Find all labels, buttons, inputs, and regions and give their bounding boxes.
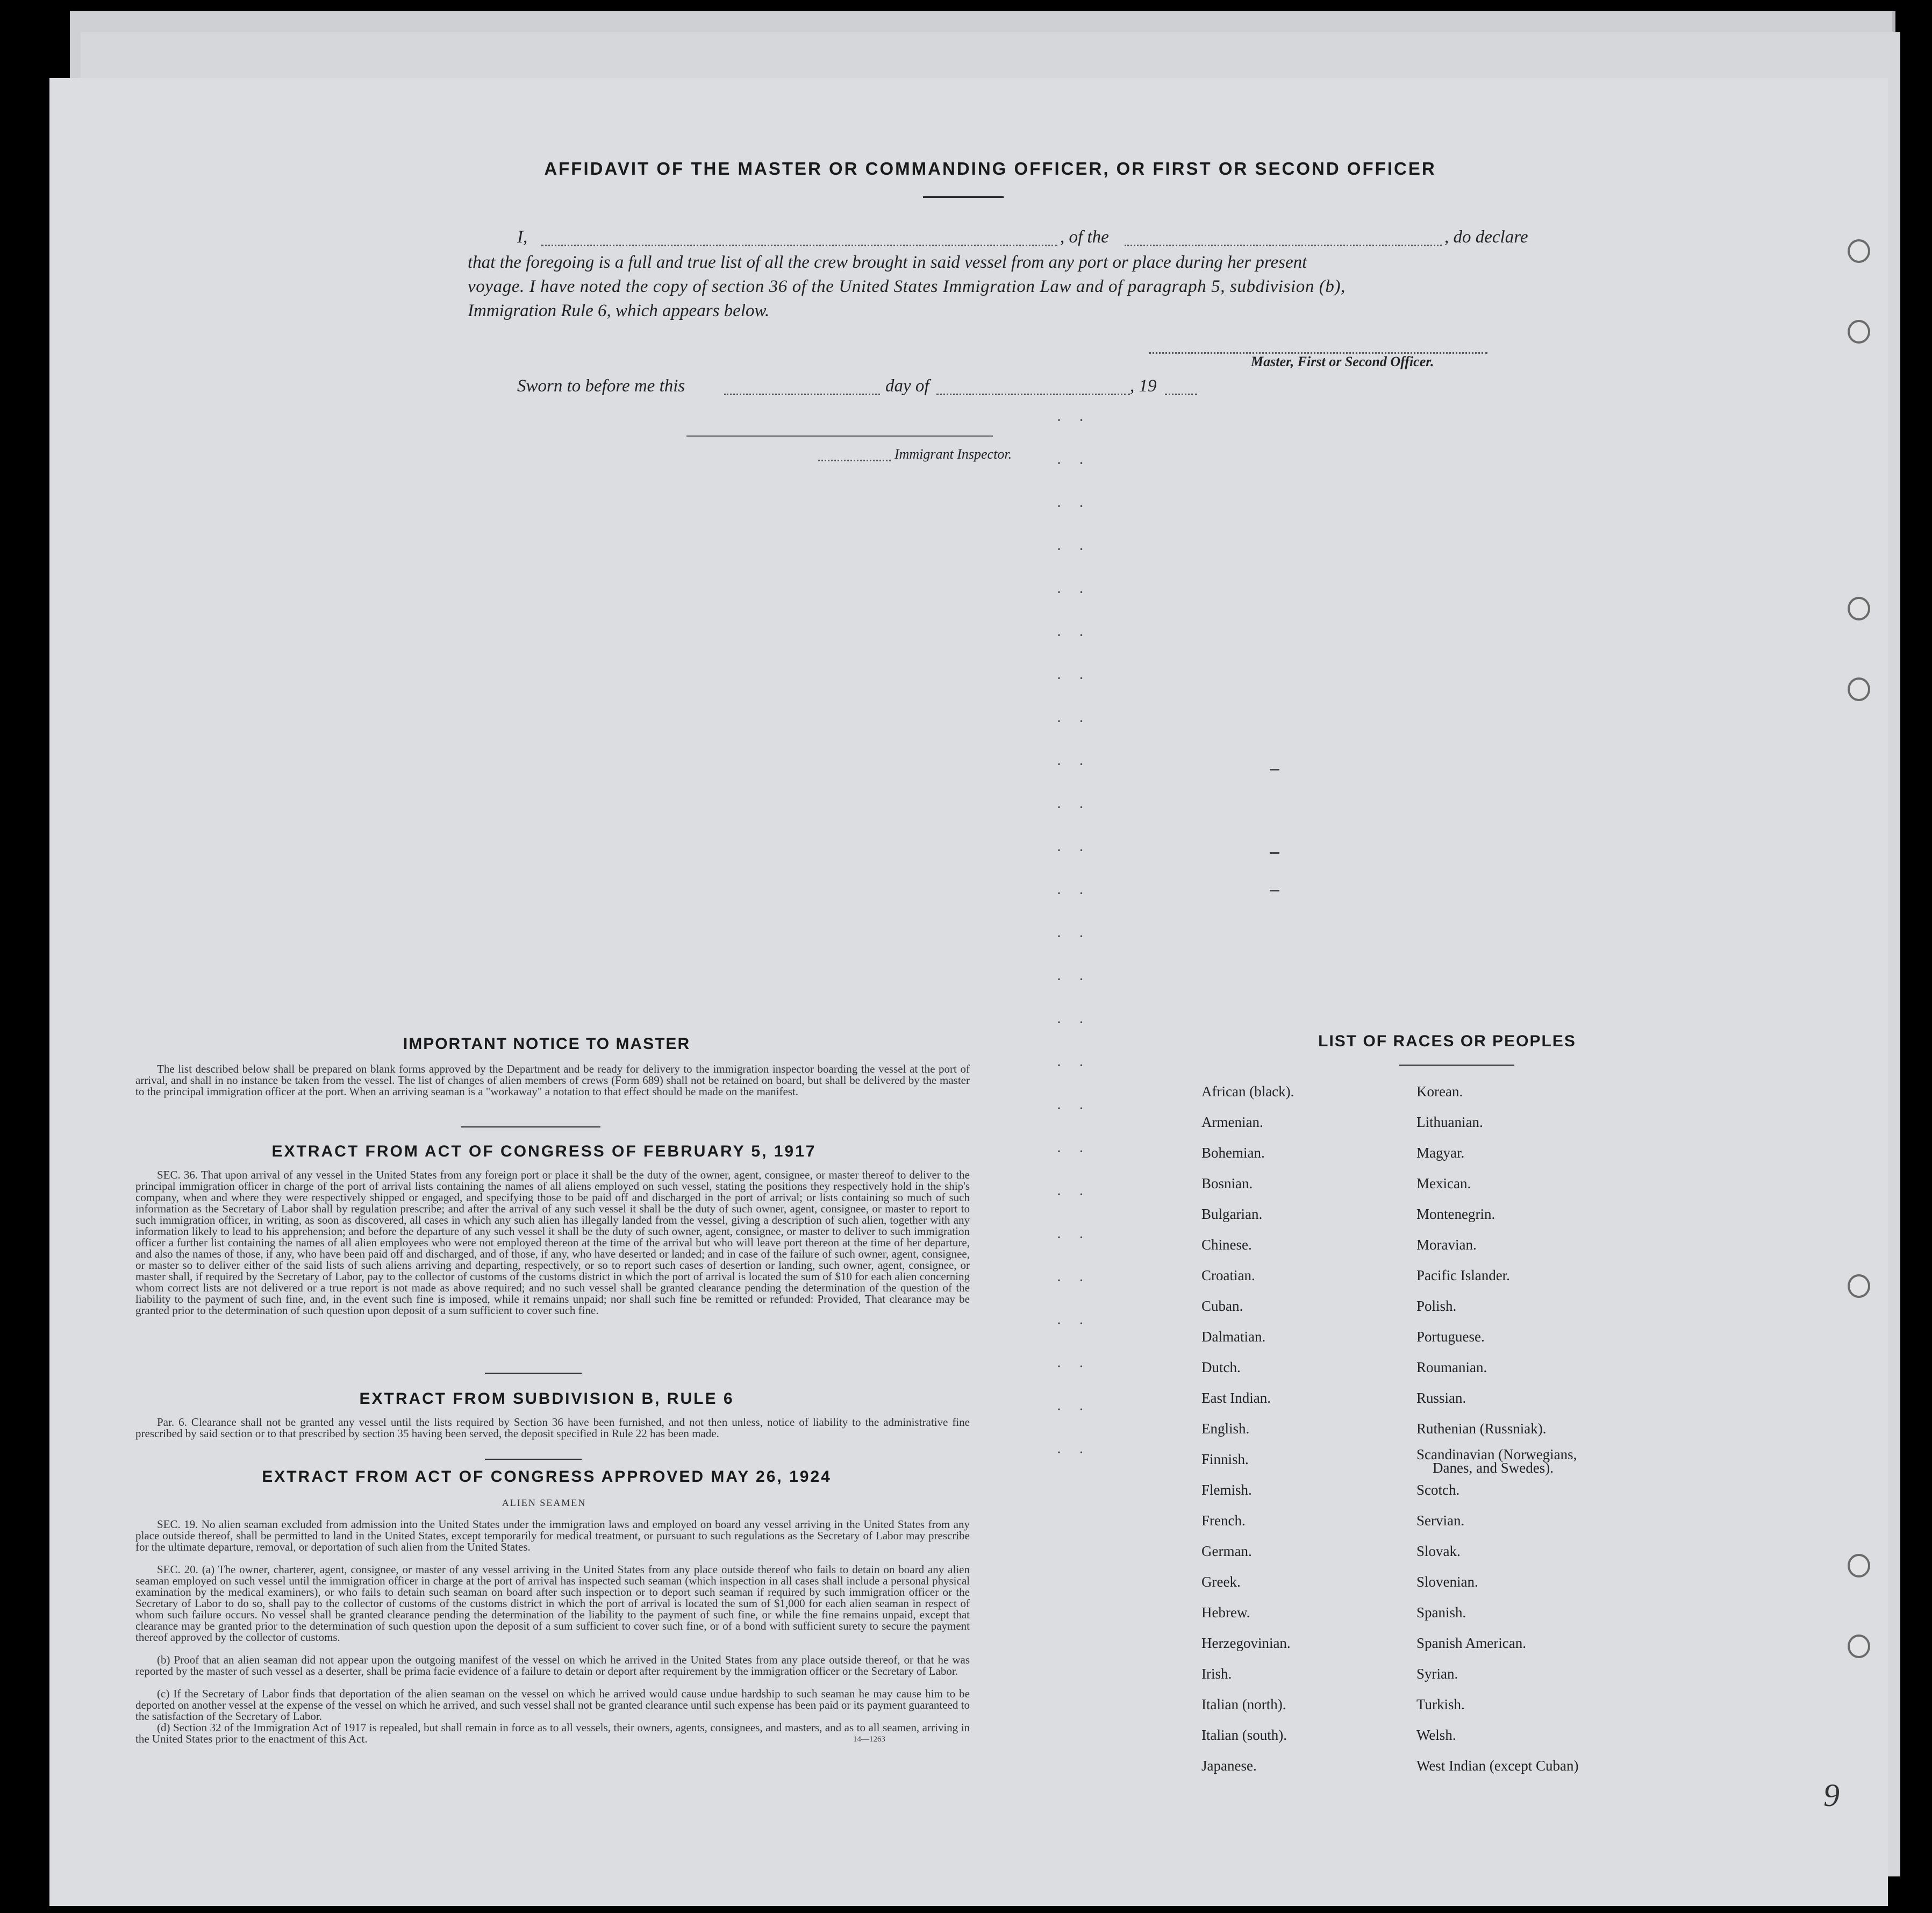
extract-1917-body: SEC. 36. That upon arrival of any vessel in the United States from any foreign port or place it shall be the duty of the owner, agent, consignee, or master thereof to deliver to the principal immigration officer in charge of the port of arrival lists containing the names of all aliens employed on such vessel, stating the positions they respectively hold in the ship's company, when and where they were respectively shipped or engaged, and specifying those to be paid off and discharged in the port of arrival; or lists containing so much of such information as the Secretary of Labor shall by regulation prescribe; and after the arrival of any such vessel it shall be the duty of such owner, agent, consignee, or master to report to such immigration officer, in writing, as soon as discovered, all cases in which any such alien has illegally landed from the vessel, giving a description of such alien, together with any information likely to lead to his apprehension; and before the departure of any such vessel it shall be the duty of such owner, agent, consignee, or master to deliver to such immigration officer a further list containing the names of all alien employees who were not employed thereon at the time of the arrival but who will leave port thereon at the time of her departure, and also the names of those, if any, who have been paid off and discharged, and of those, if any, who have deserted or landed; and in case of the failure of such owner, agent, consignee, or master so to deliver either of the said lists of such aliens arriving and departing, respectively, or so to report such cases of desertion or landing, such owner, agent, consignee, or master shall, if required by the Secretary of Labor, pay to the collector of customs of the customs district in which the port of arrival is located the sum of $10 for each alien concerning whom correct lists are not delivered or a true report is not made as above required; and no such vessel shall be granted clearance pending the determination of the question of the liability to the payment of such fine, and, in the event such fine is imposed, while it remains unpaid; nor shall such fine be remitted or refunded: Provided, That clearance may be granted prior to the determination of such question upon deposit of a sum sufficient to cover such fine. [135,1168,970,1317]
race-right: Spanish American. [1416,1635,1526,1651]
extract-1924-section20d: (d) Section 32 of the Immigration Act of 1917 is repealed, but shall remain in force as to all vessels, their owners, agents, consignees, and masters, and as to all seamen, arriving in the United States prior to the enactment of this Act. [135,1721,970,1745]
race-right: Scandinavian (Norwegians, [1416,1446,1577,1462]
race-right: Spanish. [1416,1604,1466,1621]
race-left: Irish. [1201,1666,1232,1682]
dot-marks: · · [1056,454,1091,472]
extract-1917-title: EXTRACT FROM ACT OF CONGRESS OF FEBRUARY 5, 1917 [271,1143,817,1160]
race-left: African (black). [1201,1083,1294,1100]
extract-1924-section19: SEC. 19. No alien seaman excluded from admission into the United States under the immigration laws and employed on board any vessel arriving in the United States from any place outside thereof, shall be permitted to land in the United States, except temporarily for medical treatment, or pursuant to such regulations as the Secretary of Labor may prescribe for the ultimate departure, removal, or deportation of such alien from the United States. [135,1518,970,1553]
races-title-rule [1399,1065,1514,1066]
extract-1924-subtitle: ALIEN SEAMEN [502,1497,586,1508]
affidavit-title: AFFIDAVIT OF THE MASTER OR COMMANDING OFFICER, OR FIRST OR SECOND OFFICER [544,159,1436,179]
race-right: Magyar. [1416,1145,1465,1161]
race-right: Russian. [1416,1390,1466,1406]
race-left: Cuban. [1201,1298,1243,1314]
margin-handwritten-mark: 9 [1823,1778,1840,1813]
race-left: Greek. [1201,1574,1241,1590]
race-right: Polish. [1416,1298,1457,1314]
affidavit-line1-start: I, [517,227,528,247]
dot-marks: · · [1056,1401,1091,1418]
extract-1924-title: EXTRACT FROM ACT OF CONGRESS APPROVED MAY 26, 1924 [262,1468,832,1486]
affidavit-line1-mid: , of the [1060,227,1109,247]
race-right: West Indian (except Cuban) [1416,1758,1579,1774]
race-left: Croatian. [1201,1267,1255,1283]
dot-marks: · · [1056,1143,1091,1160]
affidavit-title-rule [923,196,1004,198]
binder-hole [1848,1274,1870,1298]
dot-marks: · · [1056,798,1091,816]
form-number: 14—1263 [853,1735,885,1744]
margin-dash [1270,769,1279,770]
race-right: Syrian. [1416,1666,1458,1682]
extract-rule6-rule [485,1459,582,1460]
margin-dash [1270,890,1279,891]
extract-1924-section20a: SEC. 20. (a) The owner, charterer, agent, consignee, or master of any vessel arriving in the United States from any place outside thereof who fails to detain on board any alien seaman employed on such vessel until the immigration officer in charge at the port of arrival has inspected such seaman (which inspection in all cases shall include a personal physical examination by the medical examiners), or who fails to detain such seaman on board after such inspection or to deport such seaman if required by such immigration officer or the Secretary of Labor to do so, shall pay to the collector of customs of the customs district in which the port of arrival is located the sum of $1,000 for each alien seaman in respect of whom such failure occurs. No vessel shall be granted clearance pending the determination of the liability to the payment of such fine, or while the fine remains unpaid, except that clearance may be granted prior to the determination of such question upon the deposit of a sum sufficient to cover such fine, or of a bond with sufficient surety to secure the payment thereof approved by the collector of customs. [135,1563,970,1644]
dot-marks: · · [1056,1057,1091,1074]
race-right: Moravian. [1416,1237,1477,1253]
dot-marks: · · [1056,540,1091,558]
extract-rule6-body: Par. 6. Clearance shall not be granted any vessel until the lists required by Section 36 have been furnished, and not then unless, notice of liability to the administrative fine prescribed by said section or to that prescribed by section 35 having been served, the deposit specified in Rule 22 has been made. [135,1416,970,1440]
dot-marks: · · [1056,927,1091,945]
race-right: Roumanian. [1416,1359,1487,1375]
dot-marks: · · [1056,497,1091,515]
sworn-year: , 19 [1130,376,1157,396]
sworn-year-blank[interactable] [1165,394,1197,395]
extract-1917-rule [485,1373,582,1374]
dot-marks: · · [1056,626,1091,644]
affidavit-line4: Immigration Rule 6, which appears below. [468,301,770,320]
inspector-signature-line[interactable] [686,436,993,437]
dot-marks: · · [1056,669,1091,687]
binder-hole [1848,1634,1870,1658]
inspector-dotted [818,460,891,461]
race-right: Slovenian. [1416,1574,1478,1590]
sworn-start: Sworn to before me this [517,376,685,396]
affidavit-line2: that the foregoing is a full and true list of all the crew brought in said vessel from any port or place during her present [468,253,1307,272]
notice-body: The list described below shall be prepared on blank forms approved by the Department and be ready for delivery to the immigration inspector boarding the vessel at the port of arrival, and shall in no instance be taken from the vessel. The list of changes of alien members of crews (Form 689) shall not be retained on board, but shall be delivered by the master to the principal immigration officer at the port. When an arriving seaman is a "workaway" a notation to that effect should be made on the manifest. [135,1062,970,1098]
race-left: Chinese. [1201,1237,1252,1253]
race-right: Welsh. [1416,1727,1456,1743]
binder-hole [1848,1554,1870,1577]
race-right: Mexican. [1416,1175,1471,1191]
race-right: Servian. [1416,1512,1465,1529]
sworn-month-blank[interactable] [936,394,1130,395]
dot-marks: · · [1056,1013,1091,1031]
master-signature-label: Master, First or Second Officer. [1251,354,1434,369]
race-right: Korean. [1416,1083,1463,1100]
race-left: Italian (south). [1201,1727,1287,1743]
extract-rule6-title: EXTRACT FROM SUBDIVISION B, RULE 6 [359,1390,734,1408]
race-right: Slovak. [1416,1543,1461,1559]
race-right: Montenegrin. [1416,1206,1495,1222]
dot-marks: · · [1056,583,1091,601]
races-title: LIST OF RACES OR PEOPLES [1318,1032,1576,1050]
binder-hole [1848,677,1870,701]
race-left: Bulgarian. [1201,1206,1263,1222]
race-left: Dalmatian. [1201,1329,1266,1345]
race-right: Lithuanian. [1416,1114,1483,1130]
race-left: Armenian. [1201,1114,1263,1130]
notice-rule [461,1126,600,1127]
race-left: Dutch. [1201,1359,1241,1375]
form-page [49,78,1888,1906]
race-left: French. [1201,1512,1246,1529]
affidavit-line1-end: , do declare [1444,227,1528,247]
dot-marks: · · [1056,1229,1091,1246]
extract-1924-section20b: (b) Proof that an alien seaman did not appear upon the outgoing manifest of the vessel on which he arrived in the United States from any place outside thereof, or that he was reported by the master of such vessel as a deserter, shall be prima facie evidence of a failure to detain or deport after requirement by the immigration officer or the Secretary of Labor. [135,1653,970,1678]
dot-marks: · · [1056,970,1091,988]
margin-dash [1270,852,1279,854]
binder-hole [1848,320,1870,344]
dot-marks: · · [1056,755,1091,773]
race-left: East Indian. [1201,1390,1271,1406]
sworn-mid: day of [885,376,929,396]
race-right-continuation: Danes, and Swedes). [1433,1460,1554,1476]
sworn-day-blank[interactable] [724,394,880,395]
dot-marks: · · [1056,884,1091,902]
race-left: German. [1201,1543,1252,1559]
binder-hole [1848,239,1870,263]
dot-marks: · · [1056,1272,1091,1289]
binder-hole [1848,597,1870,620]
dot-marks: · · [1056,411,1091,429]
race-left: Herzegovinian. [1201,1635,1291,1651]
affidavit-line3: voyage. I have noted the copy of section 36 of the United States Immigration Law and of paragraph 5, subdivision (b), [468,277,1346,296]
name-blank[interactable] [541,245,1057,246]
race-right: Portuguese. [1416,1329,1485,1345]
race-left: Finnish. [1201,1451,1249,1467]
race-right: Scotch. [1416,1482,1460,1498]
dot-marks: · · [1056,1444,1091,1461]
inspector-label: Immigrant Inspector. [895,446,1012,462]
dot-marks: · · [1056,712,1091,730]
race-right: Pacific Islander. [1416,1267,1510,1283]
dot-marks: · · [1056,1186,1091,1203]
race-left: Flemish. [1201,1482,1252,1498]
race-left: Bosnian. [1201,1175,1253,1191]
dot-marks: · · [1056,1100,1091,1117]
race-left: English. [1201,1421,1250,1437]
race-left: Hebrew. [1201,1604,1250,1621]
dot-marks: · · [1056,1358,1091,1375]
race-left: Bohemian. [1201,1145,1265,1161]
race-right: Ruthenian (Russniak). [1416,1421,1547,1437]
race-left: Japanese. [1201,1758,1257,1774]
dot-marks: · · [1056,841,1091,859]
extract-1924-section20c: (c) If the Secretary of Labor finds that deportation of the alien seaman on the vessel on which he arrived would cause undue hardship to such seaman he may cause him to be deported on another vessel at the expense of the vessel on which he arrived, and such vessel shall not be granted clearance until such expense has been paid or its payment guaranteed to the satisfaction of the Secretary of Labor. [135,1687,970,1723]
race-right: Turkish. [1416,1696,1465,1712]
dot-marks: · · [1056,1315,1091,1332]
race-left: Italian (north). [1201,1696,1286,1712]
vessel-blank[interactable] [1125,245,1442,246]
notice-title: IMPORTANT NOTICE TO MASTER [403,1035,691,1053]
